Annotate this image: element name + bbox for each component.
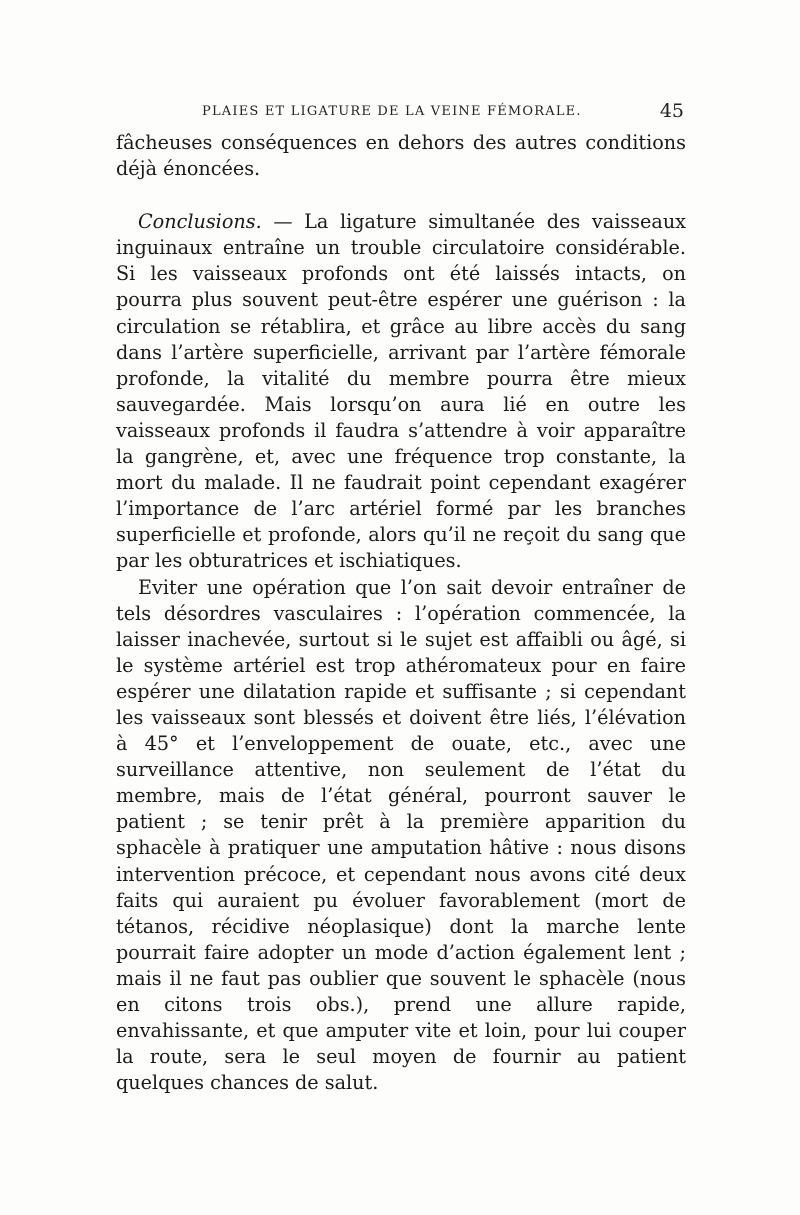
running-head — [116, 100, 686, 124]
body-text — [116, 130, 686, 1096]
paragraph-continuation: fâcheuses conséquences en dehors des autres conditions déjà énoncées. — [116, 131, 686, 181]
paragraph-recommendations: Eviter une opération que l’on sait devoir entraîner de tels désordres vasculaires : l’opération commencée, la laisser inachevée, surtout si le sujet est affaibli ou âgé, si le système artériel est trop athéromateux pour en faire espérer une dilatation rapide et suffisante ; si cependant les vaisseaux sont blessés et doivent être liés, l’élévation à 45° et l’enveloppement de ouate, etc., avec une surveillance attentive, non seulement de l’état du membre, mais de l’état général, pourront sauver le patient ; se tenir prêt à la première apparition du sphacèle à pratiquer une amputation hâtive : nous disons intervention précoce, et cependant nous avons cité deux faits qui auraient pu évoluer favorablement (mort de tétanos, récidive néoplasique) dont la marche lente pourrait faire adopter un mode d’action également lent ; mais il ne faut pas oublier que souvent le sphacèle (nous en citons trois obs.), prend une allure rapide, envahissante, et que amputer vite et loin, pour lui couper la route, sera le seul moyen de fournir au patient quelques chances de salut. — [116, 575, 686, 1095]
page-number: 45 — [659, 100, 684, 122]
conclusions-text: — La ligature simultanée des vaisseaux inguinaux entraîne un trouble circulatoire considérable. Si les vaisseaux profonds ont été laissés intacts, on pourra plus souvent peut-être espérer une guérison : la circulation se rétablira, et grâce au libre accès du sang dans l’artère superficielle, arrivant par l’artère fémorale profonde, la vitalité du membre pourra être mieux sauvegardée. Mais lorsqu’on aura lié en outre les vaisseaux profonds il faudra s’attendre à voir apparaître la gangrène, et, avec une fréquence trop constante, la mort du malade. Il ne faudrait point cependant exagérer l’importance de l’arc artériel formé par les branches superficielle et profonde, alors qu’il ne reçoit du sang que par les obturatrices et ischiatiques. — [116, 210, 686, 573]
conclusions-label: Conclusions. — [138, 210, 262, 234]
running-title: PLAIES ET LIGATURE DE LA VEINE FÉMORALE. — [202, 104, 582, 119]
paragraph-conclusions — [116, 209, 686, 574]
